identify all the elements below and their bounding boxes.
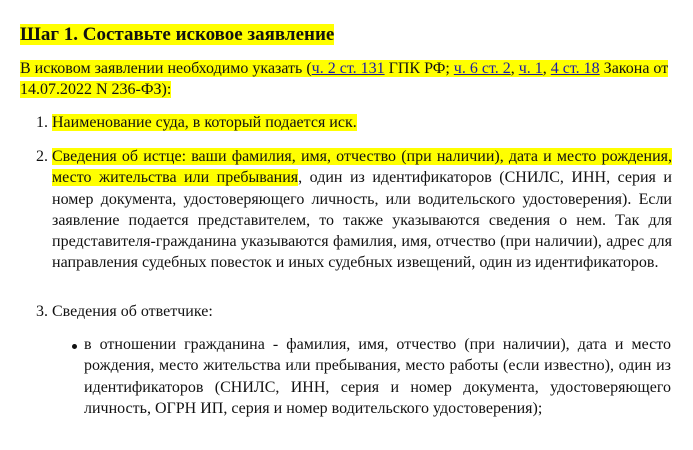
link-law-art18-p1[interactable]: ч. 1 <box>518 60 543 77</box>
step-heading-text: Шаг 1. Составьте исковое заявление <box>20 24 335 45</box>
link-law-art18-p4[interactable]: 4 ст. 18 <box>550 60 600 77</box>
item-number: 3. <box>36 303 48 320</box>
list-item-plaintiff <box>52 146 672 274</box>
intro-highlight <box>20 60 668 98</box>
item-number: 2. <box>36 148 48 165</box>
bullet-item-citizen: в отношении гражданина - фамилия, имя, отчество (при наличии), дата и место рождения, место жительства или пребывания, место работы (если известно), один из идентификаторов (СНИЛС, ИНН, серия и номер документа, удостоверяющего личность, ОГРН ИП, серия и номер водительского удостоверения); <box>84 336 671 417</box>
list-item-defendant: Сведения об ответчике: <box>52 303 213 320</box>
intro-paragraph <box>20 58 675 100</box>
item-plaintiff-highlight: Сведения об истце: ваши фамилия, имя, отчество (при наличии), дата и место рождения, место жительства или пребывания <box>52 148 672 187</box>
item-plaintiff-rest: , один из идентификаторов (СНИЛС, ИНН, серия и номер документа, удостоверяющего личность, или водительского удостоверения). Если заявление подается представителем, то также указываются сведения о нем. Так для представителя-гражданина указываются фамилия, имя, отчество (при наличии), адрес для направления судебных повесток и иных судебных извещений, один из идентификаторов. <box>52 169 672 272</box>
intro-sep1: , <box>510 60 519 77</box>
link-gpk-131[interactable]: ч. 2 ст. 131 <box>311 60 385 77</box>
step-heading <box>20 22 334 48</box>
link-law-art2[interactable]: ч. 6 ст. 2 <box>453 60 511 77</box>
intro-after: Закона от 14.07.2022 N 236-ФЗ): <box>20 60 669 98</box>
item-number: 1. <box>36 114 48 131</box>
intro-mid: ГПК РФ; <box>384 60 454 77</box>
list-item-court <box>52 112 652 133</box>
bullet-dot-icon <box>72 344 77 349</box>
intro-before: В исковом заявлении необходимо указать ( <box>20 60 312 77</box>
item-court-text: Наименование суда, в который подается иск. <box>52 114 357 131</box>
intro-sep2: , <box>542 60 551 77</box>
